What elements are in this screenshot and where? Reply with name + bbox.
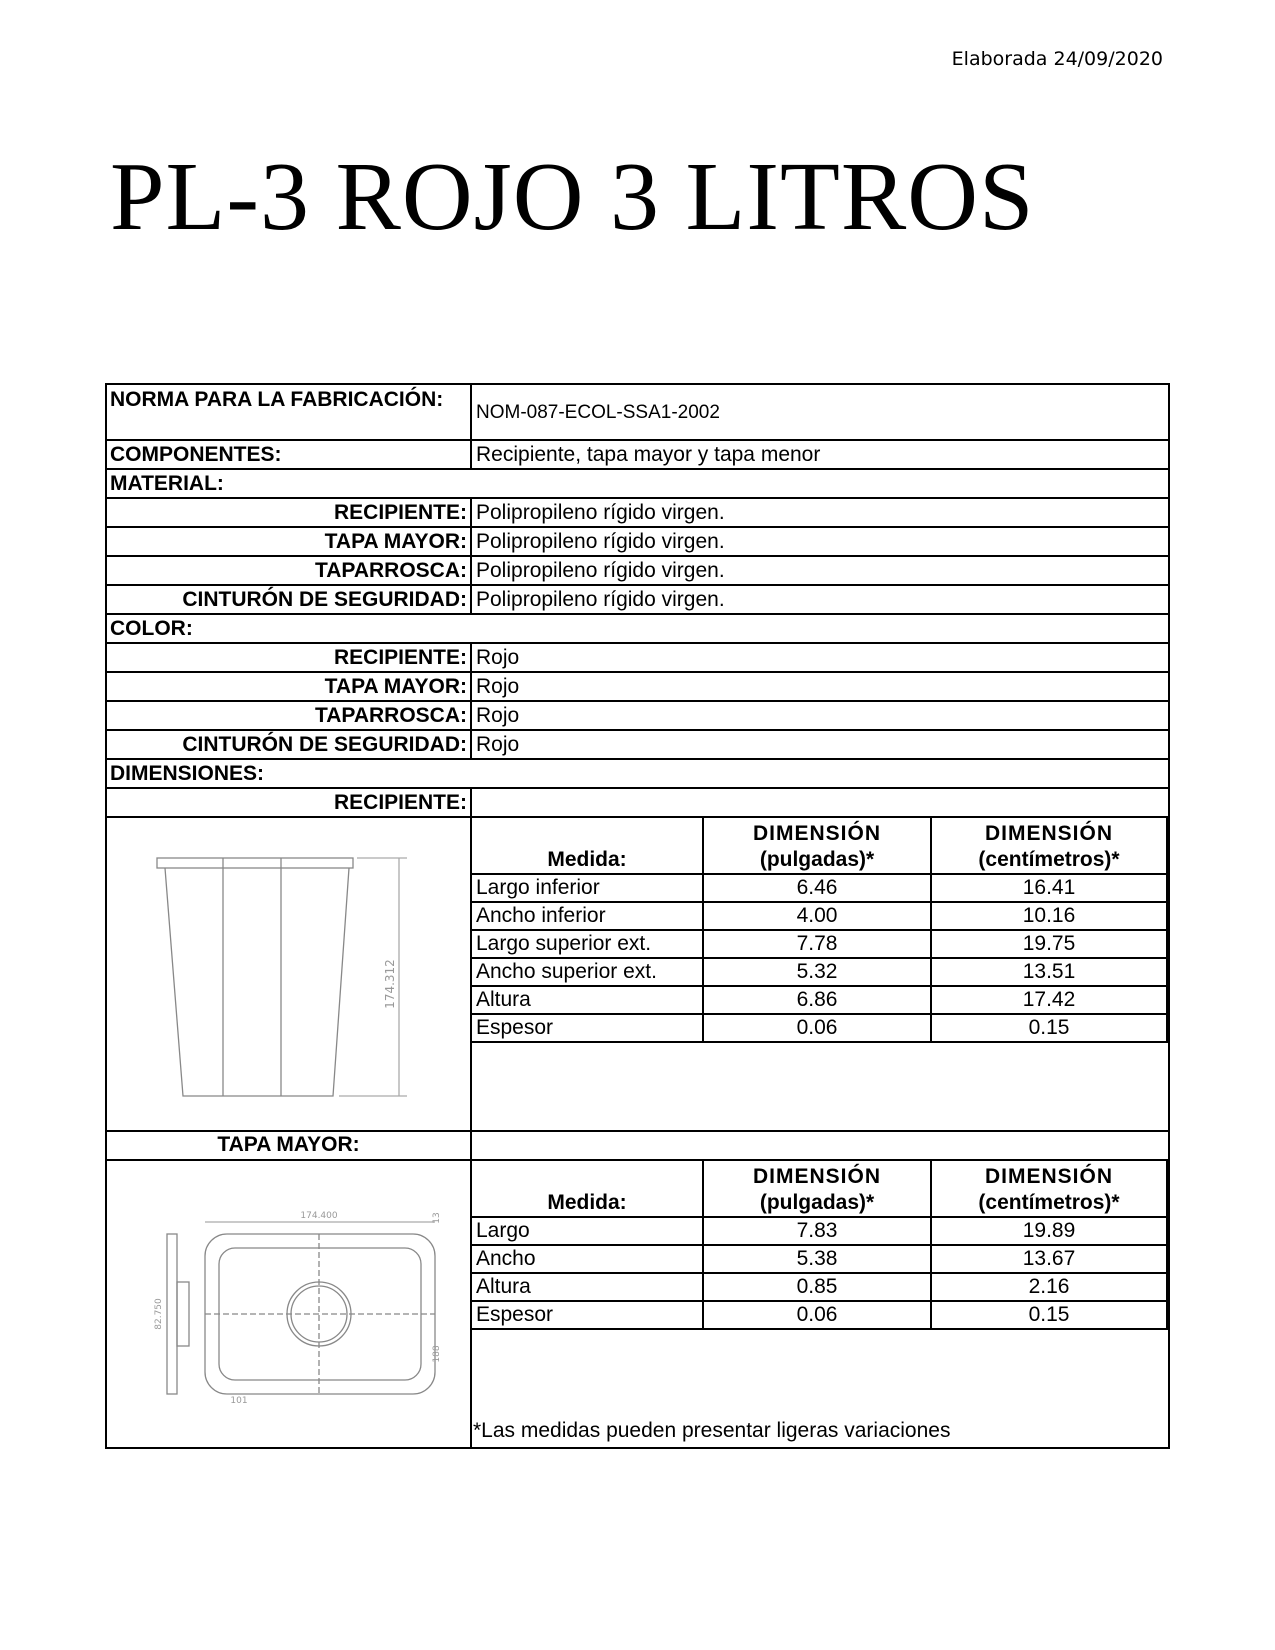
footnote: *Las medidas pueden presentar ligeras variaciones <box>473 1419 951 1442</box>
material-row-label: TAPARROSCA: <box>107 557 472 584</box>
color-row <box>105 673 1170 702</box>
color-row-label: TAPARROSCA: <box>107 702 472 729</box>
table-row <box>472 1217 1167 1245</box>
material-row-label: CINTURÓN DE SEGURIDAD: <box>107 586 472 613</box>
inches-value: 0.06 <box>703 1014 931 1042</box>
inches-value: 6.86 <box>703 986 931 1014</box>
measure-name: Largo superior ext. <box>472 930 703 958</box>
recipiente-dims <box>472 818 1168 1130</box>
material-rows <box>105 499 1170 615</box>
inches-value: 4.00 <box>703 902 931 930</box>
pulgadas-header: DIMENSIÓN (pulgadas)* <box>703 1161 931 1217</box>
tapa-dims <box>472 1161 1168 1447</box>
norma-row <box>105 383 1170 441</box>
recipiente-header-row <box>105 789 1170 818</box>
tapa-dim-left-text: 82.750 <box>153 1298 164 1330</box>
recipiente-dim-text: 174.312 <box>382 959 397 1009</box>
color-row-value: Rojo <box>476 704 520 727</box>
page-title: PL-3 ROJO 3 LITROS <box>110 143 1035 251</box>
table-row <box>472 958 1167 986</box>
norma-label: NORMA PARA LA FABRICACIÓN: <box>107 385 472 439</box>
tapa-header-row <box>105 1132 1170 1161</box>
recipiente-empty-cell <box>472 789 1168 816</box>
material-row <box>105 528 1170 557</box>
material-row-value: Polipropileno rígido virgen. <box>476 530 725 553</box>
medida-header: Medida: <box>472 818 703 874</box>
table-row <box>472 902 1167 930</box>
cm-value: 0.15 <box>931 1014 1167 1042</box>
measure-name: Ancho inferior <box>472 902 703 930</box>
color-row-label: RECIPIENTE: <box>107 644 472 671</box>
inches-value: 0.85 <box>703 1273 931 1301</box>
table-row <box>472 1273 1167 1301</box>
table-row <box>472 1245 1167 1273</box>
componentes-label: COMPONENTES: <box>107 441 472 468</box>
material-row-label: TAPA MAYOR: <box>107 528 472 555</box>
date-label: Elaborada 24/09/2020 <box>951 48 1163 70</box>
cm-value: 19.89 <box>931 1217 1167 1245</box>
pulgadas-header: DIMENSIÓN (pulgadas)* <box>703 818 931 874</box>
tapa-dim-corner-text: 13 <box>431 1212 442 1224</box>
norma-value: NOM-087-ECOL-SSA1-2002 <box>476 401 720 423</box>
tapa-label: TAPA MAYOR: <box>107 1132 472 1159</box>
material-row <box>105 499 1170 528</box>
lid-drawing <box>139 1204 442 1406</box>
color-row-value: Rojo <box>476 646 520 669</box>
material-row-value: Polipropileno rígido virgen. <box>476 501 725 524</box>
cm-value: 0.15 <box>931 1301 1167 1329</box>
tapa-dim-side-text: 188 <box>431 1345 442 1363</box>
medida-header: Medida: <box>472 1161 703 1217</box>
color-row <box>105 644 1170 673</box>
tapa-empty-cell <box>472 1132 1168 1159</box>
color-row-value: Rojo <box>476 675 520 698</box>
inches-value: 7.83 <box>703 1217 931 1245</box>
measure-name: Ancho <box>472 1245 703 1273</box>
table-row <box>472 1014 1167 1042</box>
spec-sheet <box>105 383 1170 1449</box>
color-row <box>105 702 1170 731</box>
cm-value: 16.41 <box>931 874 1167 902</box>
color-header-row <box>105 615 1170 644</box>
material-header-row <box>105 470 1170 499</box>
centimetros-header: DIMENSIÓN (centímetros)* <box>931 1161 1167 1217</box>
recipiente-dims-table <box>472 818 1168 1043</box>
measure-name: Espesor <box>472 1014 703 1042</box>
cm-value: 13.67 <box>931 1245 1167 1273</box>
inches-value: 7.78 <box>703 930 931 958</box>
table-row <box>472 1301 1167 1329</box>
inches-value: 6.46 <box>703 874 931 902</box>
table-row <box>472 874 1167 902</box>
measure-name: Largo <box>472 1217 703 1245</box>
componentes-row <box>105 441 1170 470</box>
container-drawing <box>139 844 439 1104</box>
cm-value: 10.16 <box>931 902 1167 930</box>
cm-value: 19.75 <box>931 930 1167 958</box>
tapa-drawing <box>107 1161 472 1447</box>
table-row <box>472 986 1167 1014</box>
measure-name: Espesor <box>472 1301 703 1329</box>
dimensiones-label: DIMENSIONES: <box>110 762 265 785</box>
measure-name: Altura <box>472 1273 703 1301</box>
material-row-label: RECIPIENTE: <box>107 499 472 526</box>
componentes-value: Recipiente, tapa mayor y tapa menor <box>476 443 821 466</box>
color-row <box>105 731 1170 760</box>
material-row <box>105 586 1170 615</box>
color-row-label: TAPA MAYOR: <box>107 673 472 700</box>
cm-value: 17.42 <box>931 986 1167 1014</box>
tapa-dims-table <box>472 1161 1168 1330</box>
color-row-label: CINTURÓN DE SEGURIDAD: <box>107 731 472 758</box>
recipiente-label: RECIPIENTE: <box>107 789 472 816</box>
recipiente-block <box>105 818 1170 1132</box>
tapa-dim-top-text: 174.400 <box>299 1211 338 1221</box>
color-row-value: Rojo <box>476 733 520 756</box>
color-rows <box>105 644 1170 760</box>
tapa-dim-bottom-text: 101 <box>229 1396 248 1406</box>
cm-value: 2.16 <box>931 1273 1167 1301</box>
cm-value: 13.51 <box>931 958 1167 986</box>
material-row <box>105 557 1170 586</box>
measure-name: Largo inferior <box>472 874 703 902</box>
material-row-value: Polipropileno rígido virgen. <box>476 588 725 611</box>
color-label: COLOR: <box>110 617 193 640</box>
dimensiones-header-row <box>105 760 1170 789</box>
centimetros-header: DIMENSIÓN (centímetros)* <box>931 818 1167 874</box>
material-row-value: Polipropileno rígido virgen. <box>476 559 725 582</box>
measure-name: Ancho superior ext. <box>472 958 703 986</box>
inches-value: 0.06 <box>703 1301 931 1329</box>
measure-name: Altura <box>472 986 703 1014</box>
inches-value: 5.32 <box>703 958 931 986</box>
table-row <box>472 930 1167 958</box>
tapa-block <box>105 1161 1170 1449</box>
inches-value: 5.38 <box>703 1245 931 1273</box>
material-label: MATERIAL: <box>110 472 224 495</box>
recipiente-drawing <box>107 818 472 1130</box>
